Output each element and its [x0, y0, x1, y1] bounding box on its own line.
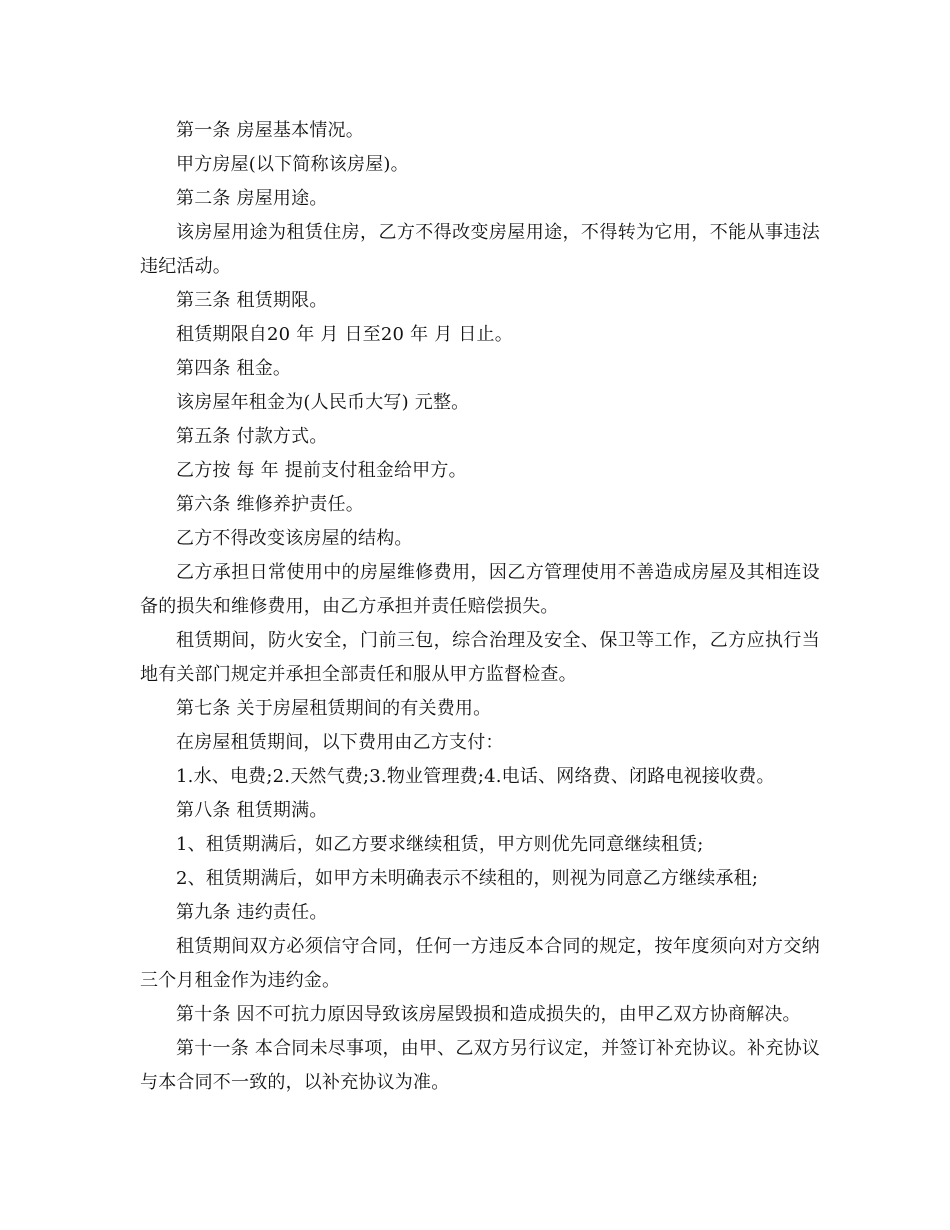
contract-body: [140, 114, 820, 1100]
clause-3-text: 租赁期限自20 年 月 日至20 年 月 日止。: [176, 324, 513, 345]
clause-5-heading: 第五条 付款方式。: [176, 426, 328, 447]
clause-8-item-1: 1、租赁期满后，如乙方要求继续租赁，甲方则优先同意继续租赁;: [176, 834, 704, 855]
clause-2-heading: 第二条 房屋用途。: [176, 188, 328, 209]
clause-7-heading: 第七条 关于房屋租赁期间的有关费用。: [176, 698, 492, 719]
clause-6-text-1: 乙方不得改变该房屋的结构。: [176, 528, 413, 549]
clause-7-text-2: 1.水、电费;2.天然气费;3.物业管理费;4.电话、网络费、闭路电视接收费。: [176, 766, 775, 787]
clause-3-heading: 第三条 租赁期限。: [176, 290, 328, 311]
clause-5-text: 乙方按 每 年 提前支付租金给甲方。: [176, 460, 467, 481]
clause-4-heading: 第四条 租金。: [176, 358, 292, 379]
clause-7-text-1: 在房屋租赁期间，以下费用由乙方支付：: [176, 732, 504, 753]
clause-6-text-2: 乙方承担日常使用中的房屋维修费用，因乙方管理使用不善造成房屋及其相连设备的损失和维修费用，由乙方承担并责任赔偿损失。: [140, 562, 820, 617]
clause-8-heading: 第八条 租赁期满。: [176, 800, 328, 821]
clause-9-text: 租赁期间双方必须信守合同，任何一方违反本合同的规定，按年度须向对方交纳三个月租金作为违约金。: [140, 936, 820, 991]
clause-1-heading: 第一条 房屋基本情况。: [176, 120, 364, 141]
clause-2-text: 该房屋用途为租赁住房，乙方不得改变房屋用途，不得转为它用，不能从事违法违纪活动。: [140, 222, 820, 277]
clause-9-heading: 第九条 违约责任。: [176, 902, 328, 923]
clause-11-text: 第十一条 本合同未尽事项，由甲、乙双方另行议定，并签订补充协议。补充协议与本合同不一致的，以补充协议为准。: [140, 1038, 820, 1093]
clause-4-text: 该房屋年租金为(人民币大写) 元整。: [176, 392, 470, 413]
clause-8-item-2: 2、租赁期满后，如甲方未明确表示不续租的，则视为同意乙方继续承租;: [176, 868, 759, 889]
clause-6-heading: 第六条 维修养护责任。: [176, 494, 364, 515]
clause-6-text-3: 租赁期间，防火安全，门前三包，综合治理及安全、保卫等工作，乙方应执行当地有关部门规定并承担全部责任和服从甲方监督检查。: [140, 630, 820, 685]
clause-10-text: 第十条 因不可抗力原因导致该房屋毁损和造成损失的，由甲乙双方协商解决。: [176, 1004, 801, 1025]
clause-1-text: 甲方房屋(以下简称该房屋)。: [176, 154, 409, 175]
